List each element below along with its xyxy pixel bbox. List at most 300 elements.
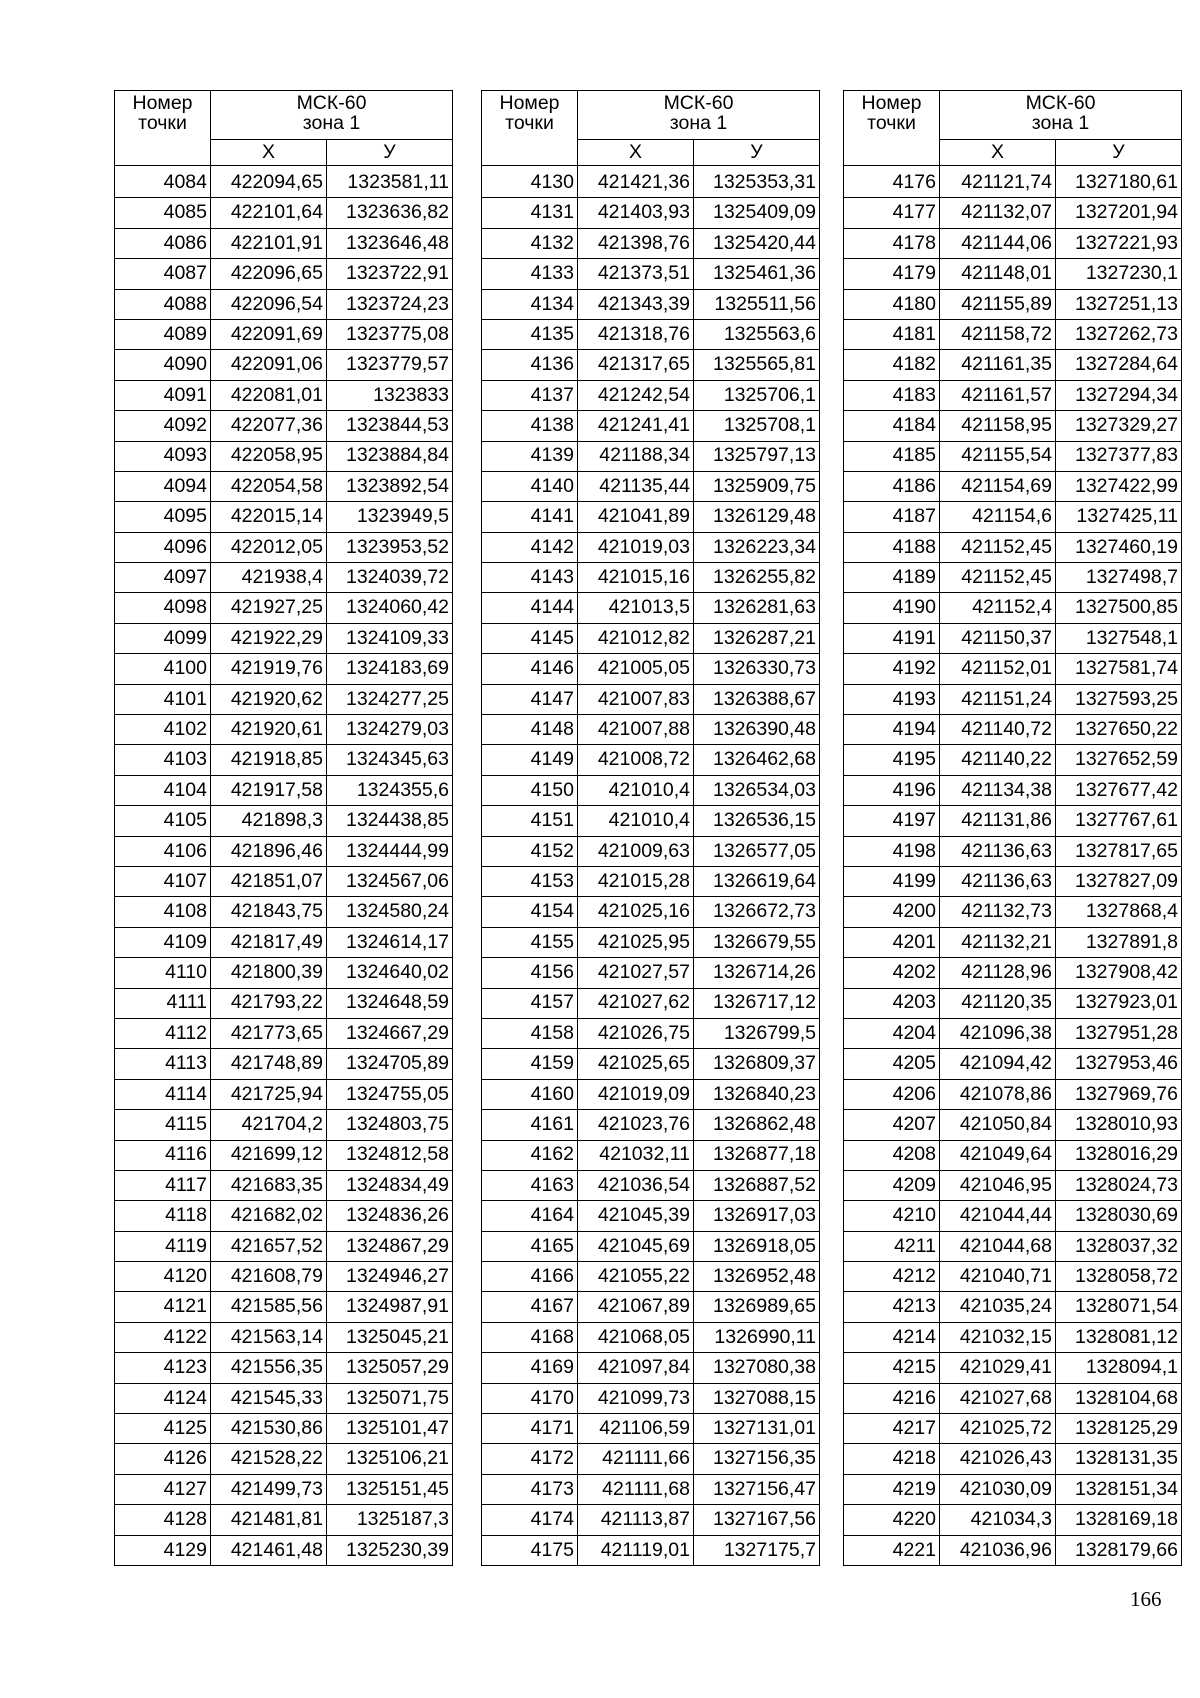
y-coordinate-cell: 1328071,54 [1056,1292,1182,1322]
point-number-cell: 4159 [482,1049,578,1079]
table-row [482,866,820,896]
table-row [844,441,1182,471]
y-coordinate-cell: 1326799,5 [694,1018,820,1048]
point-number-cell: 4180 [844,289,940,319]
point-number-cell: 4206 [844,1079,940,1109]
x-coordinate-cell: 421134,38 [940,775,1056,805]
x-coordinate-cell: 421055,22 [578,1262,694,1292]
x-coordinate-cell: 421241,41 [578,411,694,441]
y-coordinate-cell: 1328037,32 [1056,1231,1182,1261]
y-coordinate-cell: 1324946,27 [327,1262,453,1292]
y-coordinate-cell: 1326534,03 [694,775,820,805]
y-coordinate-cell: 1324567,06 [327,866,453,896]
y-coordinate-cell: 1326281,63 [694,593,820,623]
x-coordinate-cell: 421027,57 [578,958,694,988]
y-coordinate-cell: 1327460,19 [1056,532,1182,562]
x-coordinate-cell: 421025,65 [578,1049,694,1079]
y-coordinate-cell: 1327180,61 [1056,166,1182,198]
table-row [115,228,453,258]
table-row [844,1535,1182,1565]
x-coordinate-cell: 421041,89 [578,502,694,532]
x-coordinate-cell: 421843,75 [211,897,327,927]
x-coordinate-cell: 421045,39 [578,1201,694,1231]
x-coordinate-cell: 421136,63 [940,836,1056,866]
point-number-cell: 4101 [115,684,211,714]
x-coordinate-cell: 421044,44 [940,1201,1056,1231]
table-row [482,1292,820,1322]
table-row [115,1110,453,1140]
point-number-cell: 4189 [844,563,940,593]
point-number-cell: 4175 [482,1535,578,1565]
x-coordinate-cell: 421528,22 [211,1444,327,1474]
x-coordinate-cell: 421851,07 [211,866,327,896]
table-row [844,166,1182,198]
table-row [115,1444,453,1474]
y-coordinate-cell: 1327868,4 [1056,897,1182,927]
x-coordinate-cell: 421036,54 [578,1170,694,1200]
point-number-cell: 4213 [844,1292,940,1322]
y-coordinate-cell: 1327908,42 [1056,958,1182,988]
y-coordinate-cell: 1328024,73 [1056,1170,1182,1200]
y-coordinate-cell: 1324614,17 [327,927,453,957]
point-number-cell: 4090 [115,350,211,380]
table-row [844,319,1182,349]
table-row [482,1170,820,1200]
table-row [115,289,453,319]
table-row [115,471,453,501]
table-row [115,654,453,684]
table-row [482,654,820,684]
x-coordinate-cell: 421922,29 [211,623,327,653]
x-coordinate-cell: 421007,88 [578,715,694,745]
x-coordinate-cell: 421045,69 [578,1231,694,1261]
point-number-cell: 4150 [482,775,578,805]
point-number-cell: 4177 [844,198,940,228]
x-coordinate-cell: 421026,75 [578,1018,694,1048]
table-row [482,1079,820,1109]
y-coordinate-cell: 1324987,91 [327,1292,453,1322]
point-number-cell: 4158 [482,1018,578,1048]
point-number-cell: 4190 [844,593,940,623]
table-row [844,1140,1182,1170]
y-coordinate-cell: 1326887,52 [694,1170,820,1200]
coordinates-table [481,90,820,1566]
x-coordinate-cell: 421317,65 [578,350,694,380]
header-text: МСК-60 [663,92,734,114]
point-number-cell: 4123 [115,1353,211,1383]
table-row [115,1383,453,1413]
point-number-cell: 4200 [844,897,940,927]
table-row [844,228,1182,258]
x-coordinate-cell: 421007,83 [578,684,694,714]
point-number-cell: 4117 [115,1170,211,1200]
table-row [482,623,820,653]
y-coordinate-cell: 1325230,39 [327,1535,453,1565]
table-row [115,1262,453,1292]
x-coordinate-cell: 421481,81 [211,1505,327,1535]
table-row [482,1231,820,1261]
table-row [482,259,820,289]
table-row [115,745,453,775]
x-coordinate-cell: 422096,65 [211,259,327,289]
point-number-cell: 4132 [482,228,578,258]
y-coordinate-cell: 1328094,1 [1056,1353,1182,1383]
table-row [115,988,453,1018]
point-number-cell: 4188 [844,532,940,562]
table-row [482,684,820,714]
y-coordinate-cell: 1324640,02 [327,958,453,988]
y-coordinate-cell: 1324648,59 [327,988,453,1018]
y-coordinate-cell: 1324803,75 [327,1110,453,1140]
y-coordinate-cell: 1324812,58 [327,1140,453,1170]
point-number-cell: 4120 [115,1262,211,1292]
y-coordinate-cell: 1324836,26 [327,1201,453,1231]
point-number-cell: 4119 [115,1231,211,1261]
table-row [482,319,820,349]
x-coordinate-cell: 421242,54 [578,380,694,410]
point-number-cell: 4094 [115,471,211,501]
header-text: Номер [861,92,922,114]
x-coordinate-cell: 421403,93 [578,198,694,228]
y-coordinate-cell: 1325187,3 [327,1505,453,1535]
x-coordinate-cell: 421148,01 [940,259,1056,289]
point-number-cell: 4153 [482,866,578,896]
point-number-cell: 4176 [844,166,940,198]
x-coordinate-cell: 421152,4 [940,593,1056,623]
y-coordinate-cell: 1328125,29 [1056,1414,1182,1444]
table-row [844,1018,1182,1048]
x-coordinate-cell: 422012,05 [211,532,327,562]
x-coordinate-cell: 421132,07 [940,198,1056,228]
x-coordinate-cell: 421545,33 [211,1383,327,1413]
point-number-cell: 4118 [115,1201,211,1231]
y-column-header: У [694,140,820,166]
header-text: зона 1 [302,111,361,134]
x-coordinate-cell: 421049,64 [940,1140,1056,1170]
table-row [115,593,453,623]
x-coordinate-cell: 421682,02 [211,1201,327,1231]
point-number-cell: 4116 [115,1140,211,1170]
x-coordinate-cell: 421144,06 [940,228,1056,258]
table-row [482,1535,820,1565]
point-number-cell: 4162 [482,1140,578,1170]
table-row [482,166,820,198]
table-row [482,927,820,957]
point-number-cell: 4130 [482,166,578,198]
table-row [482,502,820,532]
table-row [115,1353,453,1383]
y-coordinate-cell: 1323636,82 [327,198,453,228]
table-row [844,1231,1182,1261]
y-coordinate-cell: 1325409,09 [694,198,820,228]
point-number-cell: 4171 [482,1414,578,1444]
table-row [844,988,1182,1018]
y-coordinate-cell: 1327156,47 [694,1474,820,1504]
point-number-cell: 4174 [482,1505,578,1535]
x-coordinate-cell: 421158,95 [940,411,1056,441]
table-row [482,775,820,805]
table-row [482,988,820,1018]
x-coordinate-cell: 421106,59 [578,1414,694,1444]
table-row [115,380,453,410]
x-coordinate-cell: 421793,22 [211,988,327,1018]
x-coordinate-cell: 421657,52 [211,1231,327,1261]
table-row [115,1322,453,1352]
point-number-cell: 4137 [482,380,578,410]
header-text: Номер [132,92,193,114]
y-coordinate-cell: 1323646,48 [327,228,453,258]
table-row [115,1170,453,1200]
table-row [115,684,453,714]
y-coordinate-cell: 1326390,48 [694,715,820,745]
y-coordinate-cell: 1327677,42 [1056,775,1182,805]
table-row [115,958,453,988]
y-coordinate-cell: 1326536,15 [694,806,820,836]
table-row [115,411,453,441]
table-row [844,1262,1182,1292]
point-number-cell: 4214 [844,1322,940,1352]
point-number-cell: 4161 [482,1110,578,1140]
x-coordinate-cell: 422054,58 [211,471,327,501]
table-row [844,1170,1182,1200]
point-number-cell: 4096 [115,532,211,562]
point-number-cell: 4169 [482,1353,578,1383]
y-coordinate-cell: 1327167,56 [694,1505,820,1535]
table-row [844,1201,1182,1231]
y-coordinate-cell: 1328030,69 [1056,1201,1182,1231]
y-coordinate-cell: 1328169,18 [1056,1505,1182,1535]
y-coordinate-cell: 1326717,12 [694,988,820,1018]
y-coordinate-cell: 1326862,48 [694,1110,820,1140]
x-coordinate-cell: 421530,86 [211,1414,327,1444]
point-number-cell: 4208 [844,1140,940,1170]
y-coordinate-cell: 1326952,48 [694,1262,820,1292]
point-number-cell: 4216 [844,1383,940,1413]
point-number-cell: 4172 [482,1444,578,1474]
table-row [482,532,820,562]
x-coordinate-cell: 421898,3 [211,806,327,836]
point-number-cell: 4181 [844,319,940,349]
x-coordinate-cell: 421078,86 [940,1079,1056,1109]
point-number-cell: 4187 [844,502,940,532]
y-coordinate-cell: 1328151,34 [1056,1474,1182,1504]
x-coordinate-cell: 422096,54 [211,289,327,319]
table-row [844,471,1182,501]
table-row [844,1049,1182,1079]
y-coordinate-cell: 1323833 [327,380,453,410]
y-coordinate-cell: 1327221,93 [1056,228,1182,258]
x-coordinate-cell: 422101,91 [211,228,327,258]
point-number-cell: 4108 [115,897,211,927]
y-coordinate-cell: 1326877,18 [694,1140,820,1170]
x-coordinate-cell: 421067,89 [578,1292,694,1322]
point-number-cell: 4160 [482,1079,578,1109]
table-row [115,166,453,198]
x-coordinate-cell: 421132,21 [940,927,1056,957]
y-coordinate-cell: 1328131,35 [1056,1444,1182,1474]
table-row [844,502,1182,532]
y-coordinate-cell: 1327969,76 [1056,1079,1182,1109]
x-coordinate-cell: 421111,66 [578,1444,694,1474]
y-coordinate-cell: 1325071,75 [327,1383,453,1413]
point-number-cell: 4111 [115,988,211,1018]
header-text: точки [505,111,554,134]
x-coordinate-cell: 421026,43 [940,1444,1056,1474]
table-header [482,91,820,166]
table-row [482,471,820,501]
point-number-cell: 4152 [482,836,578,866]
y-coordinate-cell: 1324667,29 [327,1018,453,1048]
table-row [482,1018,820,1048]
table-row [482,228,820,258]
table-row [482,1110,820,1140]
y-coordinate-cell: 1324345,63 [327,745,453,775]
y-coordinate-cell: 1328179,66 [1056,1535,1182,1565]
point-number-header [482,91,578,166]
x-coordinate-cell: 421023,76 [578,1110,694,1140]
x-coordinate-cell: 421136,63 [940,866,1056,896]
point-number-cell: 4193 [844,684,940,714]
point-number-cell: 4084 [115,166,211,198]
point-number-cell: 4087 [115,259,211,289]
point-number-cell: 4209 [844,1170,940,1200]
x-coordinate-cell: 421036,96 [940,1535,1056,1565]
point-number-cell: 4139 [482,441,578,471]
x-coordinate-cell: 422091,69 [211,319,327,349]
y-coordinate-cell: 1325106,21 [327,1444,453,1474]
point-number-cell: 4185 [844,441,940,471]
y-coordinate-cell: 1325101,47 [327,1414,453,1444]
table-row [482,897,820,927]
point-number-cell: 4121 [115,1292,211,1322]
x-coordinate-cell: 421010,4 [578,775,694,805]
x-coordinate-cell: 421027,62 [578,988,694,1018]
point-number-cell: 4146 [482,654,578,684]
y-coordinate-cell: 1324109,33 [327,623,453,653]
point-number-cell: 4110 [115,958,211,988]
y-coordinate-cell: 1327652,59 [1056,745,1182,775]
y-coordinate-cell: 1324355,6 [327,775,453,805]
table-row [482,1322,820,1352]
y-coordinate-cell: 1324755,05 [327,1079,453,1109]
table-row [482,958,820,988]
table-row [482,1262,820,1292]
coordinate-system-header [940,91,1182,140]
x-coordinate-cell: 421158,72 [940,319,1056,349]
y-coordinate-cell: 1327548,1 [1056,623,1182,653]
table-row [115,927,453,957]
y-coordinate-cell: 1327817,65 [1056,836,1182,866]
x-coordinate-cell: 421140,72 [940,715,1056,745]
point-number-cell: 4173 [482,1474,578,1504]
table-row [115,866,453,896]
y-coordinate-cell: 1324039,72 [327,563,453,593]
y-coordinate-cell: 1325461,36 [694,259,820,289]
y-coordinate-cell: 1326462,68 [694,745,820,775]
point-number-cell: 4196 [844,775,940,805]
table-row [115,502,453,532]
point-number-cell: 4131 [482,198,578,228]
header-text: Номер [499,92,560,114]
x-coordinate-cell: 421030,09 [940,1474,1056,1504]
y-coordinate-cell: 1324867,29 [327,1231,453,1261]
y-coordinate-cell: 1326577,05 [694,836,820,866]
point-number-cell: 4215 [844,1353,940,1383]
x-coordinate-cell: 421920,61 [211,715,327,745]
header-text: МСК-60 [296,92,367,114]
x-coordinate-cell: 421704,2 [211,1110,327,1140]
y-coordinate-cell: 1326223,34 [694,532,820,562]
y-coordinate-cell: 1326287,21 [694,623,820,653]
x-coordinate-cell: 422091,06 [211,350,327,380]
table-row [482,1444,820,1474]
coordinate-system-header [578,91,820,140]
x-coordinate-cell: 421008,72 [578,745,694,775]
point-number-cell: 4218 [844,1444,940,1474]
x-coordinate-cell: 421019,09 [578,1079,694,1109]
y-coordinate-cell: 1326917,03 [694,1201,820,1231]
x-coordinate-cell: 422081,01 [211,380,327,410]
point-number-cell: 4140 [482,471,578,501]
point-number-cell: 4207 [844,1110,940,1140]
y-coordinate-cell: 1326989,65 [694,1292,820,1322]
table-row [844,836,1182,866]
table-row [844,745,1182,775]
point-number-cell: 4149 [482,745,578,775]
table-row [844,806,1182,836]
y-coordinate-cell: 1327422,99 [1056,471,1182,501]
point-number-cell: 4103 [115,745,211,775]
point-number-cell: 4113 [115,1049,211,1079]
table-row [115,1018,453,1048]
point-number-cell: 4106 [115,836,211,866]
x-coordinate-cell: 421131,86 [940,806,1056,836]
point-number-cell: 4143 [482,563,578,593]
point-number-cell: 4138 [482,411,578,441]
y-coordinate-cell: 1327827,09 [1056,866,1182,896]
y-coordinate-cell: 1328016,29 [1056,1140,1182,1170]
table-row [482,1414,820,1444]
table-row [844,1383,1182,1413]
y-coordinate-cell: 1325797,13 [694,441,820,471]
x-coordinate-cell: 421188,34 [578,441,694,471]
table-row [115,1049,453,1079]
y-coordinate-cell: 1323844,53 [327,411,453,441]
point-number-cell: 4183 [844,380,940,410]
table-row [482,289,820,319]
x-coordinate-cell: 421120,35 [940,988,1056,1018]
y-coordinate-cell: 1325057,29 [327,1353,453,1383]
y-coordinate-cell: 1325706,1 [694,380,820,410]
y-coordinate-cell: 1327080,38 [694,1353,820,1383]
x-coordinate-cell: 421013,5 [578,593,694,623]
table-row [115,319,453,349]
x-coordinate-cell: 421556,35 [211,1353,327,1383]
y-coordinate-cell: 1323724,23 [327,289,453,319]
y-coordinate-cell: 1326714,26 [694,958,820,988]
y-coordinate-cell: 1325909,75 [694,471,820,501]
x-coordinate-cell: 421050,84 [940,1110,1056,1140]
table-row [482,836,820,866]
x-coordinate-cell: 421113,87 [578,1505,694,1535]
x-coordinate-cell: 421005,05 [578,654,694,684]
table-row [115,1505,453,1535]
y-coordinate-cell: 1325353,31 [694,166,820,198]
y-coordinate-cell: 1324277,25 [327,684,453,714]
point-number-cell: 4157 [482,988,578,1018]
table-row [844,1414,1182,1444]
y-coordinate-cell: 1326129,48 [694,502,820,532]
